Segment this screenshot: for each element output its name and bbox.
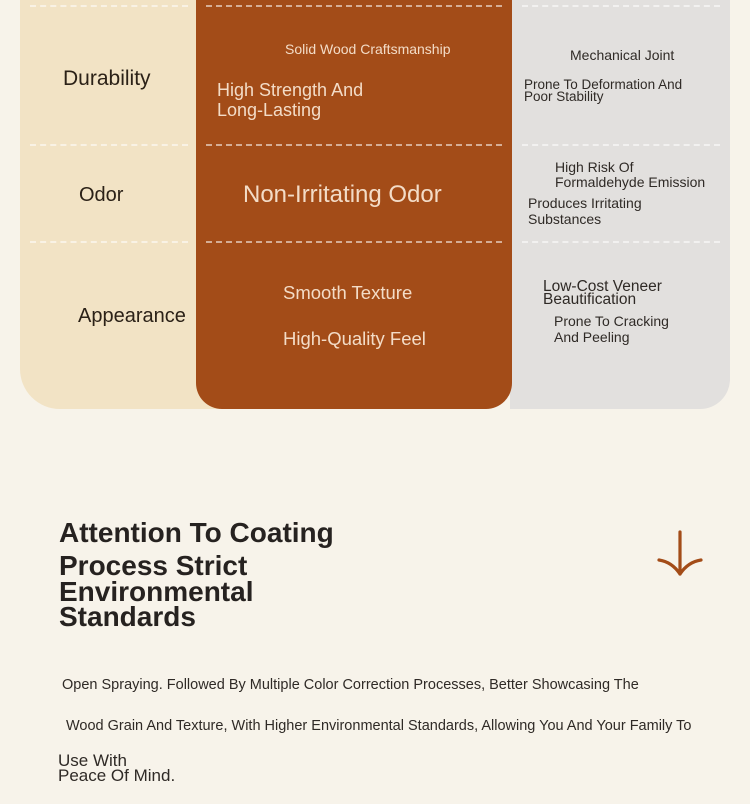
solid-durability-line2: Long-Lasting — [217, 100, 322, 120]
other-odor-b-line2: Substances — [528, 211, 602, 227]
coating-heading-line2: Process Strict — [59, 550, 248, 581]
arrow-down-icon — [656, 530, 704, 580]
other-durability-line2: Poor Stability — [524, 89, 604, 104]
other-odor-a-line1: High Risk Of — [555, 159, 634, 175]
other-odor-a-line2: Formaldehyde Emission — [555, 174, 706, 190]
solid-appearance-text-b: High-Quality Feel — [283, 328, 426, 349]
coating-heading-line3: Environmental — [59, 575, 254, 607]
coating-paragraph-line3: Use With — [58, 751, 127, 770]
solid-odor-text: Non-Irritating Odor — [243, 181, 442, 208]
coating-heading-line1: Attention To Coating — [59, 517, 334, 548]
row-label-durability: Durability — [63, 67, 151, 90]
other-appearance-text-a — [543, 280, 662, 306]
row-divider — [206, 144, 502, 146]
other-odor-b-line1: Produces Irritating — [528, 195, 642, 211]
solid-wood-header: Solid Wood Craftsmanship — [285, 41, 451, 57]
other-odor-text-a — [555, 160, 705, 190]
row-divider — [206, 241, 502, 243]
solid-durability-line1: High Strength And — [217, 80, 364, 100]
solid-appearance-text-a: Smooth Texture — [283, 282, 413, 303]
row-divider — [522, 241, 720, 243]
solid-durability-text — [217, 80, 363, 120]
row-divider — [30, 144, 188, 146]
coating-heading-rest — [59, 550, 254, 632]
other-appearance-b-line1: Prone To Cracking — [554, 313, 669, 329]
row-label-appearance: Appearance — [78, 305, 186, 327]
coating-heading-line4: Standards — [59, 601, 196, 632]
other-process-header: Mechanical Joint — [570, 47, 675, 63]
row-divider — [522, 5, 720, 7]
coating-paragraph-line2: Wood Grain And Texture, With Higher Environmental Standards, Allowing You And Your Family To — [66, 718, 692, 734]
coating-paragraph-line1: Open Spraying. Followed By Multiple Color Correction Processes, Better Showcasing The — [62, 677, 639, 693]
coating-paragraph-line4: Peace Of Mind. — [58, 766, 176, 785]
other-appearance-b-line2: And Peeling — [554, 329, 630, 345]
other-appearance-a-line1: Low-Cost Veneer — [543, 278, 662, 295]
other-appearance-a-line2: Beautification — [543, 291, 637, 308]
row-divider — [206, 5, 502, 7]
other-appearance-text-b — [554, 313, 669, 345]
other-durability-text — [524, 79, 682, 103]
row-divider — [30, 241, 188, 243]
row-divider — [30, 5, 188, 7]
comparison-table — [20, 0, 730, 409]
row-divider — [522, 144, 720, 146]
other-durability-line1: Prone To Deformation And — [524, 77, 683, 92]
row-label-odor: Odor — [79, 184, 124, 206]
other-odor-text-b — [528, 195, 642, 227]
coating-paragraph-end — [58, 753, 175, 783]
